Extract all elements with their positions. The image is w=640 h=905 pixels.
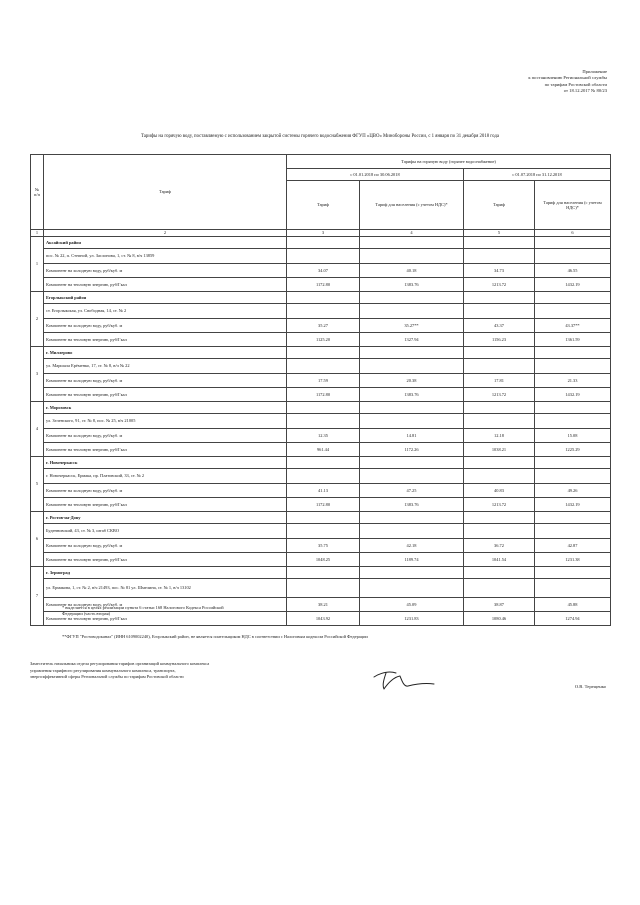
region-row: [31, 292, 611, 304]
tariff-value: 35.75: [287, 539, 360, 553]
component-label: Компонент на холодную воду, руб/куб. м: [44, 539, 287, 553]
address-row: [31, 469, 611, 484]
region-address: ул. Ермакова, 1, ст. № 2, в/ч 21493, пос. № 81 ул. Шмелина, ст. № 1, в/ч 13102: [44, 579, 287, 598]
empty-cell: [535, 347, 611, 359]
footnote-2: **ФГУП "Ростоводоканал" (ИНН 6109002240), Егорлыкский район, не является плательщиком НДС в соответствии с Налоговым кодексом Российской Федерации: [62, 633, 368, 639]
header-period-1: с 01.01.2018 по 30.06.2018: [287, 169, 464, 181]
tariff-value: 46.55: [535, 264, 611, 278]
empty-cell: [287, 249, 360, 264]
empty-cell: [464, 457, 535, 469]
tariff-value: 15.08: [535, 429, 611, 443]
tariff-value: 1172.26: [360, 443, 464, 457]
empty-cell: [464, 292, 535, 304]
region-address: ул. Зеленского, 91, ст. № 8, пос. № 25, в/ч 21005: [44, 414, 287, 429]
region-row: [31, 457, 611, 469]
header-num: № п/п: [31, 155, 44, 230]
empty-cell: [360, 512, 464, 524]
empty-cell: [535, 359, 611, 374]
empty-cell: [464, 524, 535, 539]
tariff-value: 1041.54: [464, 553, 535, 567]
component-label: Компонент на холодную воду, руб/куб. м: [44, 429, 287, 443]
region-number: 7: [31, 567, 44, 626]
empty-cell: [287, 237, 360, 249]
component-label: Компонент на тепловую энергию, руб/Гкал: [44, 278, 287, 292]
document-title: Тарифы на горячую воду, поставляемую с использованием закрытой системы горячего водоснабжения ФГУП «ЦВО» Минобороны России, с 1 января по 31 декабря 2018 года: [140, 134, 499, 139]
tariff-value: 1383.76: [360, 388, 464, 402]
tariff-value: 1432.19: [535, 498, 611, 512]
region-name: г. Новочеркасск: [44, 457, 287, 469]
component-label: Компонент на тепловую энергию, руб/Гкал: [44, 443, 287, 457]
empty-cell: [535, 304, 611, 319]
header-col-tariff-1: Тариф: [287, 181, 360, 230]
region-number: 1: [31, 237, 44, 292]
region-address: ул. Маршала Ерёменко, 17, ст. № 8, в/ч № 22: [44, 359, 287, 374]
empty-cell: [535, 512, 611, 524]
empty-cell: [287, 524, 360, 539]
empty-cell: [287, 414, 360, 429]
empty-cell: [360, 304, 464, 319]
tariff-value: 47.25: [360, 484, 464, 498]
tariff-value: 1327.94: [360, 333, 464, 347]
tariff-value: 17.81: [464, 374, 535, 388]
signatory-role-line: энергоэффективной сферы Региональной службы по тарифам Ростовской области: [30, 674, 184, 680]
column-number: 1: [31, 230, 44, 237]
empty-cell: [464, 512, 535, 524]
empty-cell: [464, 249, 535, 264]
approval-line: по тарифам Ростовской области: [544, 81, 607, 87]
tariff-value: 1172.80: [287, 278, 360, 292]
component-label: Компонент на холодную воду, руб/куб. м: [44, 319, 287, 333]
empty-cell: [464, 579, 535, 598]
tariff-value: 1274.94: [535, 612, 611, 626]
empty-cell: [464, 469, 535, 484]
component-label: Компонент на тепловую энергию, руб/Гкал: [44, 553, 287, 567]
tariff-value: 12.18: [464, 429, 535, 443]
header-period-2: с 01.07.2018 по 31.12.2018: [464, 169, 611, 181]
component-label: Компонент на тепловую энергию, руб/Гкал: [44, 498, 287, 512]
component-label: Компонент на холодную воду, руб/куб. м: [44, 598, 287, 612]
tariff-value: 1172.80: [287, 498, 360, 512]
empty-cell: [360, 524, 464, 539]
region-number: 2: [31, 292, 44, 347]
tariff-value: 12.35: [287, 429, 360, 443]
empty-cell: [535, 524, 611, 539]
tariff-value: 45.88: [535, 598, 611, 612]
tariff-table-body: [31, 155, 611, 626]
tariff-row: [31, 319, 611, 333]
tariff-value: 38.87: [464, 598, 535, 612]
empty-cell: [360, 402, 464, 414]
tariff-value: 43.37**: [535, 319, 611, 333]
tariff-value: 36.72: [464, 539, 535, 553]
tariff-row: [31, 429, 611, 443]
footnote-1-line-1: * выделяется в целях реализации пункта 6 статьи 168 Налогового Кодекса Российской: [62, 605, 224, 610]
address-row: [31, 579, 611, 598]
empty-cell: [535, 457, 611, 469]
empty-cell: [287, 359, 360, 374]
column-number: 6: [535, 230, 611, 237]
empty-cell: [535, 292, 611, 304]
header-col-tariff-2: Тариф: [464, 181, 535, 230]
region-name: г. Ростов-на-Дону: [44, 512, 287, 524]
tariff-row: [31, 333, 611, 347]
tariff-value: 1038.21: [464, 443, 535, 457]
empty-cell: [360, 249, 464, 264]
region-name: г. Миллерово: [44, 347, 287, 359]
signatory-role: [30, 661, 270, 681]
tariff-value: 17.59: [287, 374, 360, 388]
tariff-row: [31, 443, 611, 457]
empty-cell: [360, 359, 464, 374]
empty-cell: [360, 237, 464, 249]
region-number: 5: [31, 457, 44, 512]
signatory-role-line: Заместитель начальника отдела регулирования тарифов организаций коммунального комплекса: [30, 661, 210, 666]
empty-cell: [287, 567, 360, 579]
component-label: Компонент на тепловую энергию, руб/Гкал: [44, 612, 287, 626]
empty-cell: [535, 579, 611, 598]
region-address: г. Новочеркасск, Ермака, пр. Платовский, 33, ст. № 2: [44, 469, 287, 484]
empty-cell: [464, 237, 535, 249]
region-row: [31, 567, 611, 579]
signatory-role-line: управления тарифного регулирования коммунального комплекса, транспорта,: [30, 667, 176, 673]
empty-cell: [360, 292, 464, 304]
approval-line: к постановлению Региональной службы: [528, 75, 607, 81]
column-number: 3: [287, 230, 360, 237]
column-number: 4: [360, 230, 464, 237]
approval-line: Приложение: [582, 69, 607, 74]
tariff-value: 42.18: [360, 539, 464, 553]
empty-cell: [287, 347, 360, 359]
region-name: г. Зерноград: [44, 567, 287, 579]
empty-cell: [360, 414, 464, 429]
tariff-row: [31, 388, 611, 402]
tariff-value: 1172.80: [287, 388, 360, 402]
tariff-row: [31, 484, 611, 498]
empty-cell: [535, 469, 611, 484]
region-name: Егорлыкский район: [44, 292, 287, 304]
region-address: пос. № 22, п. Степной, ул. Заслонова, 1, ст. № 8, в/ч 13859: [44, 249, 287, 264]
tariff-value: 34.73: [464, 264, 535, 278]
empty-cell: [287, 402, 360, 414]
tariff-value: 34.07: [287, 264, 360, 278]
tariff-table: [30, 154, 611, 626]
region-address: ст. Егорлыкская, ул. Свободная, 14, ст. № 2: [44, 304, 287, 319]
tariff-value: 1213.72: [464, 388, 535, 402]
empty-cell: [360, 347, 464, 359]
tariff-value: 1383.76: [360, 278, 464, 292]
column-number: 2: [44, 230, 287, 237]
empty-cell: [287, 292, 360, 304]
region-address: Буденновский, 43, ст. № 3, штаб СКВО: [44, 524, 287, 539]
tariff-value: 1432.19: [535, 388, 611, 402]
empty-cell: [287, 512, 360, 524]
empty-cell: [464, 359, 535, 374]
tariff-value: 40.83: [464, 484, 535, 498]
tariff-value: 35.27**: [360, 319, 464, 333]
tariff-value: 1225.29: [535, 443, 611, 457]
empty-cell: [535, 249, 611, 264]
tariff-value: 14.81: [360, 429, 464, 443]
tariff-value: 49.26: [535, 484, 611, 498]
tariff-value: 1189.74: [360, 553, 464, 567]
empty-cell: [360, 469, 464, 484]
component-label: Компонент на тепловую энергию, руб/Гкал: [44, 333, 287, 347]
tariff-row: [31, 553, 611, 567]
component-label: Компонент на тепловую энергию, руб/Гкал: [44, 388, 287, 402]
empty-cell: [287, 579, 360, 598]
tariff-value: 1432.19: [535, 278, 611, 292]
column-number: 5: [464, 230, 535, 237]
empty-cell: [535, 237, 611, 249]
approval-stamp: [447, 69, 607, 94]
empty-cell: [464, 347, 535, 359]
tariff-value: 41.13: [287, 484, 360, 498]
region-number: 4: [31, 402, 44, 457]
empty-cell: [360, 457, 464, 469]
region-number: 6: [31, 512, 44, 567]
tariff-value: 961.44: [287, 443, 360, 457]
tariff-row: [31, 264, 611, 278]
region-name: Аксайский район: [44, 237, 287, 249]
empty-cell: [360, 567, 464, 579]
tariff-value: 1231.38: [535, 553, 611, 567]
tariff-value: 21.33: [535, 374, 611, 388]
region-row: [31, 347, 611, 359]
tariff-value: 42.87: [535, 539, 611, 553]
tariff-value: 35.27: [287, 319, 360, 333]
region-row: [31, 237, 611, 249]
tariff-value: 1213.72: [464, 278, 535, 292]
region-row: [31, 512, 611, 524]
tariff-value: 43.37: [464, 319, 535, 333]
component-label: Компонент на холодную воду, руб/куб. м: [44, 484, 287, 498]
component-label: Компонент на холодную воду, руб/куб. м: [44, 264, 287, 278]
header-col-population-2: Тариф для населения (с учетом НДС)*: [535, 181, 611, 230]
tariff-value: 1156.23: [464, 333, 535, 347]
tariff-row: [31, 539, 611, 553]
footnote-1-line-2: Федерации (часть вторая): [62, 611, 111, 617]
empty-cell: [287, 304, 360, 319]
address-row: [31, 414, 611, 429]
empty-cell: [287, 457, 360, 469]
tariff-row: [31, 498, 611, 512]
empty-cell: [535, 567, 611, 579]
tariff-value: 1361.59: [535, 333, 611, 347]
empty-cell: [287, 469, 360, 484]
header-group: Тарифы на горячую воду (горячее водоснабжение): [287, 155, 611, 169]
tariff-row: [31, 278, 611, 292]
footnotes: [62, 605, 582, 640]
region-row: [31, 402, 611, 414]
signatory-name: О.В. Терещенко: [574, 684, 606, 689]
empty-cell: [360, 579, 464, 598]
empty-cell: [464, 567, 535, 579]
empty-cell: [535, 402, 611, 414]
tariff-value: 40.18: [360, 264, 464, 278]
tariff-value: 1080.46: [464, 612, 535, 626]
region-name: г. Морозовск: [44, 402, 287, 414]
header-col-population-1: Тариф для населения (с учетом НДС)*: [360, 181, 464, 230]
empty-cell: [464, 304, 535, 319]
address-row: [31, 249, 611, 264]
tariff-value: 1213.72: [464, 498, 535, 512]
region-number: 3: [31, 347, 44, 402]
tariff-value: 1043.92: [287, 612, 360, 626]
handwritten-signature: [372, 667, 436, 693]
address-row: [31, 304, 611, 319]
tariff-value: 1125.20: [287, 333, 360, 347]
tariff-value: 1048.25: [287, 553, 360, 567]
tariff-value: 1231.83: [360, 612, 464, 626]
tariff-value: 20.38: [360, 374, 464, 388]
tariff-value: 45.09: [360, 598, 464, 612]
tariff-row: [31, 374, 611, 388]
header-tariff: Тариф: [44, 155, 287, 230]
empty-cell: [535, 414, 611, 429]
address-row: [31, 359, 611, 374]
tariff-value: 1383.76: [360, 498, 464, 512]
address-row: [31, 524, 611, 539]
empty-cell: [464, 402, 535, 414]
component-label: Компонент на холодную воду, руб/куб. м: [44, 374, 287, 388]
tariff-value: 38.21: [287, 598, 360, 612]
empty-cell: [464, 414, 535, 429]
approval-line: от 18.12.2017 № 80/23: [563, 87, 607, 93]
